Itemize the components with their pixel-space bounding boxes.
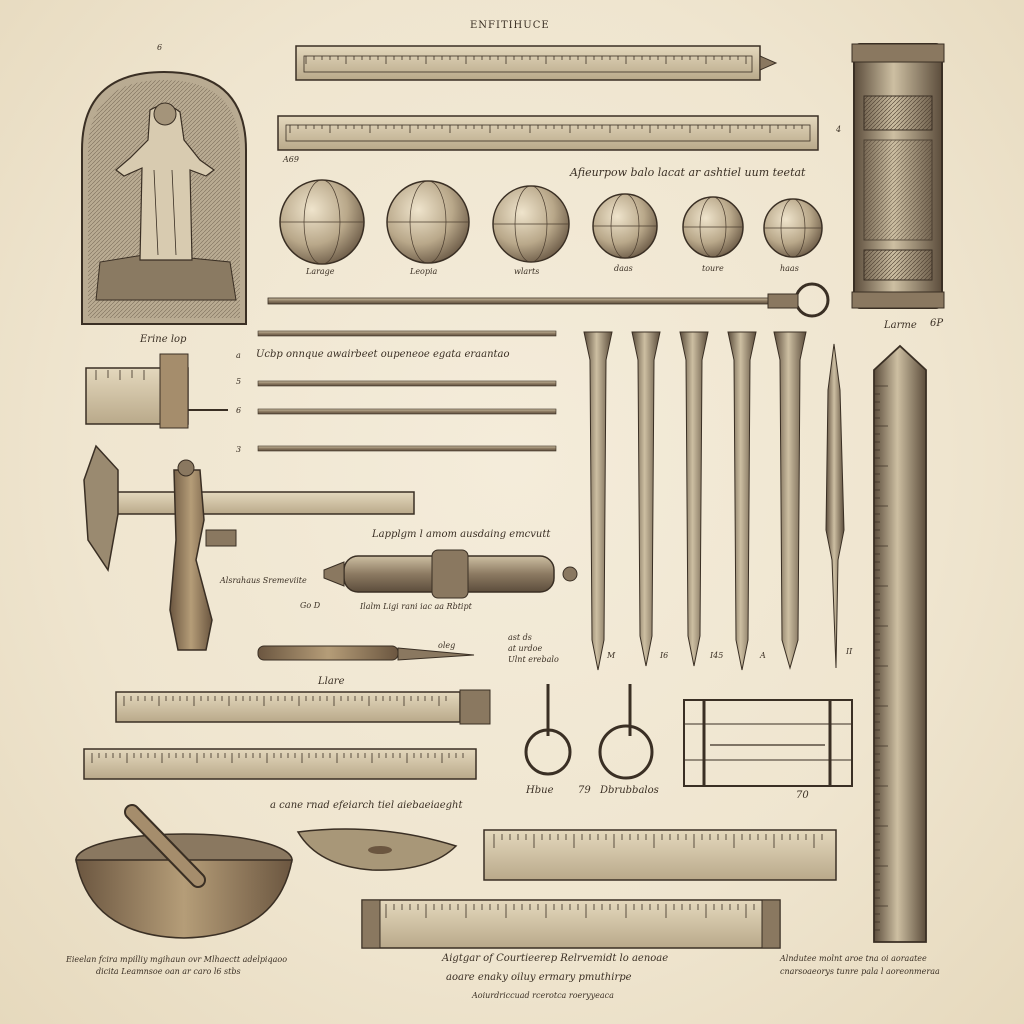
nail-label-3: I45 xyxy=(710,651,724,660)
globe-label-2: Leopia xyxy=(410,267,438,276)
ruler-left-mark: A69 xyxy=(283,155,299,164)
caliper-left-caption: Alsrahaus Sremeviite xyxy=(220,576,307,585)
nail-label-4: A xyxy=(760,651,766,660)
rod-letter-3: 6 xyxy=(236,406,242,415)
note-right-2: at urdoe xyxy=(508,644,543,653)
bottom-center-small: Aoiurdriccuad rcerotca roeryyeaca xyxy=(472,991,614,1000)
bottom-center-caption-2: aoare enaky oiluy ermary pmuthirpe xyxy=(446,972,632,983)
middle-ruler-2 xyxy=(84,749,476,779)
measuring-frame xyxy=(684,700,852,786)
tool-label: Llare xyxy=(318,676,345,687)
rod-letter-2: 5 xyxy=(236,377,242,386)
middle-ruler-1 xyxy=(116,690,490,724)
plate-title: ENFITIHUCE xyxy=(470,20,550,31)
cylinder-sub-caption: Ilalm Ligi rani iac aa Rbtipt xyxy=(360,602,472,611)
note-right-1: ast ds xyxy=(508,633,532,642)
bottom-left-caption-2: dicita Leamnsoe oan ar caro l6 stbs xyxy=(96,967,241,976)
globe-label-5: toure xyxy=(702,264,724,273)
frame-label: 70 xyxy=(796,790,809,801)
corner-mark: 6 xyxy=(157,43,163,52)
pointer-rod xyxy=(268,284,828,316)
bottom-center-caption-1: Aigtgar of Courtieerep Relrvemidt lo aenoae xyxy=(442,953,669,964)
compass-label-2: 79 xyxy=(578,785,591,796)
shallow-dish xyxy=(298,829,456,870)
rod-letter-4: 3 xyxy=(236,445,242,454)
horizontal-cylinder xyxy=(324,550,577,598)
rods-caption: Ucbp onnque awairbeet oupeneoe egata eraantao xyxy=(256,349,510,360)
globe-label-3: wlarts xyxy=(514,267,540,276)
nail-label-5: II xyxy=(846,647,853,656)
saint-caption: Erine lop xyxy=(140,334,187,345)
top-ruler-2 xyxy=(278,116,818,150)
rod-letter-1: a xyxy=(236,351,241,360)
ruler-right-mark: 4 xyxy=(836,125,842,134)
globe-caption: Afieurpow balo lacat ar ashtiel uum teetat xyxy=(570,166,806,179)
saint-figure-engraving xyxy=(82,72,246,324)
caliper-caption: Lapplgm l amom ausdaing emcvutt xyxy=(372,529,551,540)
globe-label-1: Larage xyxy=(306,267,335,276)
ornate-cylinder xyxy=(852,44,944,308)
note-right-3: Ulnt erebalo xyxy=(508,655,559,664)
nail-label-2: I6 xyxy=(660,651,669,660)
cylinder-sub-number: Go D xyxy=(300,601,321,610)
mortar-and-pestle xyxy=(76,812,292,938)
ruler-caption: a cane rnad efeiarch tiel aiebaeiaeght xyxy=(270,800,463,811)
bottom-ruler-1 xyxy=(484,830,836,880)
compass-label-1: Hbue xyxy=(526,785,554,796)
caliper-tool xyxy=(84,446,414,650)
bottom-ruler-2 xyxy=(362,900,780,948)
bottom-left-caption-1: Eieelan fcira mpilliy mgihaun ovr Mlhaectt adelpiqaoo xyxy=(66,955,288,964)
slim-graduated-rod xyxy=(826,344,844,668)
tall-graduated-cylinder xyxy=(874,346,926,942)
nails xyxy=(584,332,806,670)
bottom-right-caption-1: Alndutee molnt aroe tna oi aoraatee xyxy=(780,954,927,963)
cylinder-caption-number: 6P xyxy=(930,318,944,329)
compasses xyxy=(526,684,652,778)
small-square-ruler xyxy=(86,354,228,428)
globe-label-6: haas xyxy=(780,264,799,273)
globe-label-4: daas xyxy=(614,264,633,273)
top-ruler-1 xyxy=(296,46,776,80)
nail-label-1: M xyxy=(607,651,616,660)
bottom-right-caption-2: cnarsoaeorys tunre pala l aoreonmeraa xyxy=(780,967,940,976)
globes-row xyxy=(280,180,822,264)
cylinder-caption: Larme xyxy=(884,320,917,331)
compass-label-3: Dbrubbalos xyxy=(600,785,659,796)
awl-caption: oleg xyxy=(438,641,456,650)
